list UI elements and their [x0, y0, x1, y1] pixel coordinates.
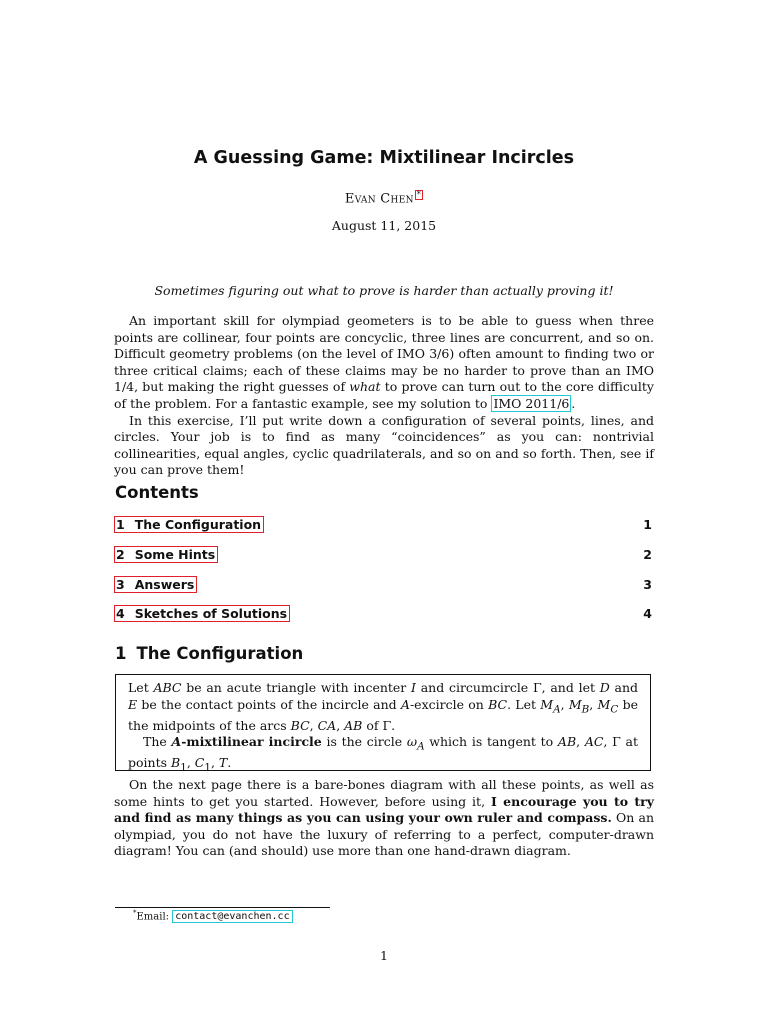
toc-page-number: 4 [643, 606, 652, 621]
footnote-rule [115, 907, 330, 908]
toc-entry [114, 605, 654, 623]
intro-paragraph-1: An important skill for olympiad geometers is to be able to guess when three points are collinear, four points are concyclic, three lines are concurrent, and so on. Difficult geometry problems (on the level of IMO 3/6) often amount to finding two or three critical claims; each of these claims may be no harder to prove than an IMO 1/4, but making the right guesses of what to prove can turn out to the core difficulty of the problem. For a fantastic example, see my solution to IMO 2011/6 . [114, 313, 654, 411]
author-footnote-link[interactable]: * [416, 190, 422, 199]
toc-entry [114, 516, 654, 534]
epigraph: Sometimes figuring out what to prove is harder than actually proving it! [154, 283, 614, 298]
toc-page-number: 3 [643, 577, 652, 592]
after-configuration-text [114, 777, 654, 860]
intro-paragraph-2: In this exercise, I’ll put write down a configuration of several points, lines, and circles. Your job is to find as many “coincidences” as you can: nontrivial collinearities, equal angles, cyclic quadrilaterals, and so on and so forth. Then, see if you can prove them! [114, 412, 654, 478]
toc-entry [114, 546, 654, 564]
configuration-box [115, 674, 651, 774]
email-link[interactable]: contact@evanchen.cc [172, 910, 292, 923]
configuration-paragraph-2: The A-mixtilinear incircle is the circle $\omega_A$ which is tangent to AB, AC, Γ at points $B_1$, $C_1$, T. [128, 734, 638, 774]
toc-page-number: 1 [643, 517, 652, 532]
imo-2011-6-link[interactable]: IMO 2011/6 [493, 395, 570, 411]
footnote: *Email: contact@evanchen.cc [133, 909, 293, 922]
intro-text [114, 313, 654, 479]
author-name: Evan Chen [344, 191, 414, 207]
paper-title: A Guessing Game: Mixtilinear Incircles [193, 148, 575, 168]
toc-link-answers[interactable]: 3 Answers [114, 576, 197, 593]
configuration-paragraph-1: Let ABC be an acute triangle with incenter I and circumcircle Γ, and let D and E be the contact points of the incircle and A-excircle on BC. Let $M_A$, $M_B$, $M_C$ be the midpoints of the arcs BC, CA, AB of Γ. [128, 680, 639, 733]
toc-link-hints[interactable]: 2 Some Hints [114, 546, 218, 563]
toc-entry [114, 576, 654, 594]
section-heading: 1 The Configuration [115, 644, 304, 663]
toc-page-number: 2 [643, 547, 652, 562]
contents-heading: Contents [115, 483, 199, 502]
paper-date: August 11, 2015 [331, 218, 437, 233]
toc-link-configuration[interactable]: 1 The Configuration [114, 516, 264, 533]
page-number: 1 [380, 948, 388, 963]
toc-link-sketches[interactable]: 4 Sketches of Solutions [114, 605, 290, 622]
after-configuration-paragraph: On the next page there is a bare-bones diagram with all these points, as well as some hints to get you started. However, before using it, I encourage you to try and find as many things as you can using your own ruler and compass. On an olympiad, you do not have the luxury of referring to a perfect, computer-drawn diagram! You can (and should) use more than one hand-drawn diagram. [114, 777, 655, 859]
author-line [0, 190, 768, 206]
